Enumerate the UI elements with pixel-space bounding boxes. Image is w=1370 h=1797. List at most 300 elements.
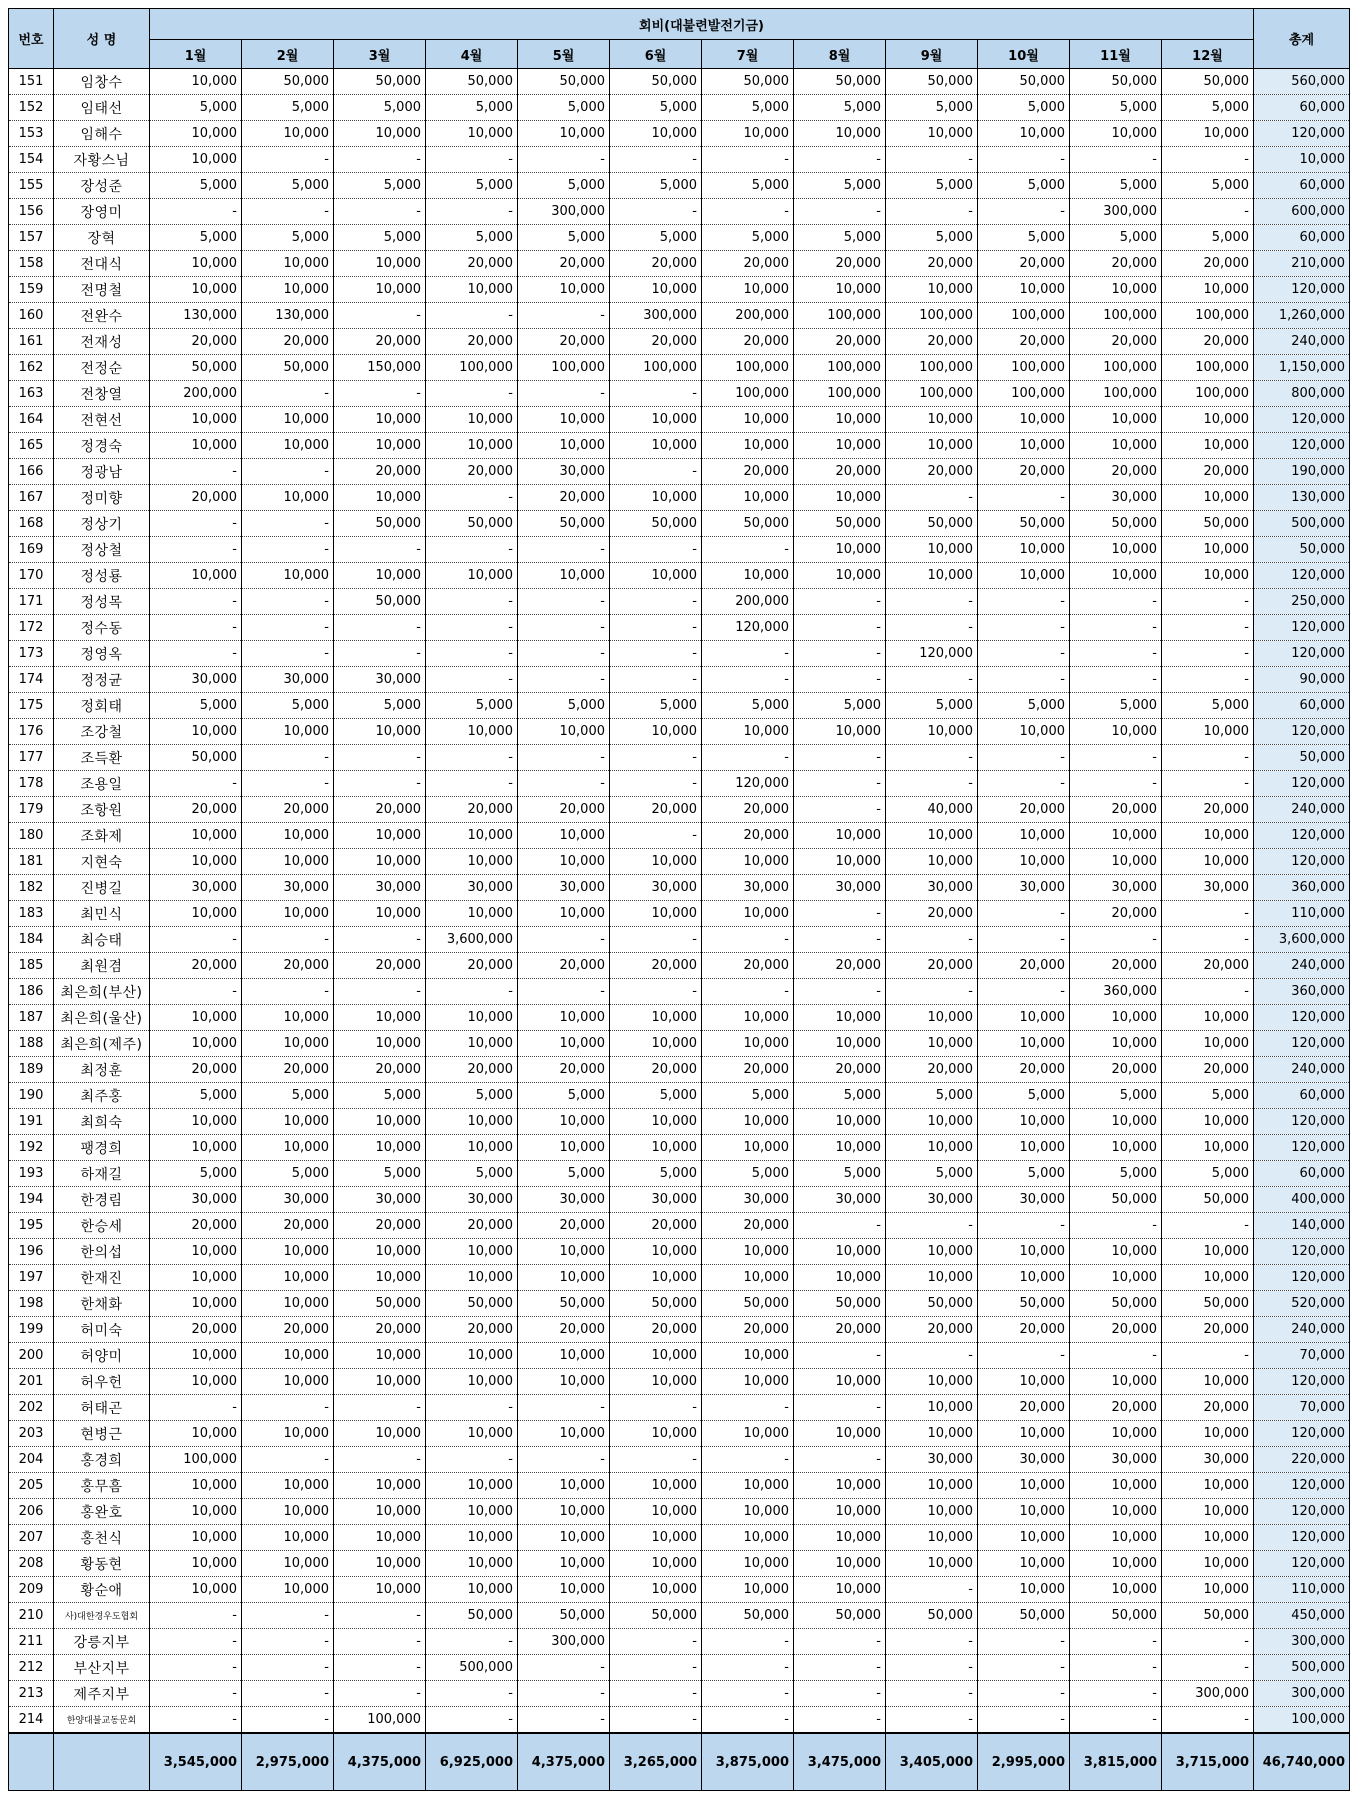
month-amount: 10,000 <box>1162 1135 1254 1161</box>
month-amount: 5,000 <box>1162 173 1254 199</box>
table-row <box>9 641 1350 667</box>
month-amount: - <box>150 1395 242 1421</box>
month-amount: 200,000 <box>150 381 242 407</box>
member-name: 홍경희 <box>54 1447 150 1473</box>
month-amount: 120,000 <box>886 641 978 667</box>
month-amount: 100,000 <box>1162 303 1254 329</box>
month-amount: 20,000 <box>242 953 334 979</box>
row-total: 120,000 <box>1254 849 1350 875</box>
month-amount: 10,000 <box>242 1369 334 1395</box>
month-amount: 10,000 <box>610 1551 702 1577</box>
month-amount: - <box>1070 589 1162 615</box>
month-amount: 10,000 <box>518 1525 610 1551</box>
month-amount: 10,000 <box>702 1265 794 1291</box>
row-number: 176 <box>9 719 54 745</box>
month-amount: 5,000 <box>794 1083 886 1109</box>
month-amount: 10,000 <box>518 1577 610 1603</box>
month-amount: - <box>426 1681 518 1707</box>
month-amount: 20,000 <box>1070 797 1162 823</box>
month-amount: 50,000 <box>334 511 426 537</box>
month-amount: - <box>426 1629 518 1655</box>
month-amount: - <box>702 1395 794 1421</box>
member-name: 한양대불교동문회 <box>54 1707 150 1734</box>
member-name: 전정순 <box>54 355 150 381</box>
row-number: 209 <box>9 1577 54 1603</box>
month-amount: - <box>978 199 1070 225</box>
month-amount: - <box>610 927 702 953</box>
row-total: 60,000 <box>1254 1161 1350 1187</box>
month-amount: - <box>150 1603 242 1629</box>
month-amount: 10,000 <box>1162 1577 1254 1603</box>
member-name: 장성준 <box>54 173 150 199</box>
row-number: 164 <box>9 407 54 433</box>
table-row <box>9 1603 1350 1629</box>
month-amount: 10,000 <box>150 251 242 277</box>
month-amount: - <box>242 745 334 771</box>
row-total: 120,000 <box>1254 1499 1350 1525</box>
row-total: 100,000 <box>1254 1707 1350 1734</box>
month-amount: 10,000 <box>426 433 518 459</box>
month-amount: - <box>702 1447 794 1473</box>
member-name: 최민식 <box>54 901 150 927</box>
table-row <box>9 1083 1350 1109</box>
table-row <box>9 1525 1350 1551</box>
month-amount: 10,000 <box>978 433 1070 459</box>
table-row <box>9 849 1350 875</box>
month-amount: 10,000 <box>1162 1005 1254 1031</box>
row-total: 120,000 <box>1254 433 1350 459</box>
month-amount: 20,000 <box>978 1057 1070 1083</box>
table-row <box>9 693 1350 719</box>
row-number: 212 <box>9 1655 54 1681</box>
month-amount: 10,000 <box>794 1421 886 1447</box>
month-amount: - <box>886 1213 978 1239</box>
month-amount: 30,000 <box>426 875 518 901</box>
member-name: 황순애 <box>54 1577 150 1603</box>
month-amount: - <box>794 1213 886 1239</box>
row-number: 201 <box>9 1369 54 1395</box>
month-amount: - <box>1070 745 1162 771</box>
month-amount: 10,000 <box>610 433 702 459</box>
month-amount: 5,000 <box>886 95 978 121</box>
month-amount: 50,000 <box>794 1603 886 1629</box>
month-amount: - <box>886 147 978 173</box>
row-total: 120,000 <box>1254 1525 1350 1551</box>
table-row <box>9 1343 1350 1369</box>
month-amount: - <box>1162 771 1254 797</box>
header-month: 11월 <box>1070 40 1162 69</box>
month-amount: - <box>978 901 1070 927</box>
table-row <box>9 1265 1350 1291</box>
month-amount: - <box>794 1629 886 1655</box>
month-amount: 20,000 <box>426 459 518 485</box>
member-name: 한재진 <box>54 1265 150 1291</box>
month-amount: 5,000 <box>242 1161 334 1187</box>
month-amount: 100,000 <box>794 381 886 407</box>
month-amount: 10,000 <box>426 1421 518 1447</box>
month-amount: 10,000 <box>242 121 334 147</box>
month-amount: 30,000 <box>702 875 794 901</box>
grand-total: 46,740,000 <box>1254 1733 1350 1791</box>
month-amount: 30,000 <box>1162 1447 1254 1473</box>
month-amount: 10,000 <box>334 1577 426 1603</box>
row-total: 110,000 <box>1254 1577 1350 1603</box>
month-amount: - <box>426 1707 518 1734</box>
month-amount: 100,000 <box>794 355 886 381</box>
row-number: 195 <box>9 1213 54 1239</box>
month-amount: 100,000 <box>978 355 1070 381</box>
table-row <box>9 589 1350 615</box>
row-number: 210 <box>9 1603 54 1629</box>
month-amount: 10,000 <box>1070 563 1162 589</box>
month-amount: - <box>242 147 334 173</box>
month-amount: - <box>426 667 518 693</box>
month-amount: 10,000 <box>242 1005 334 1031</box>
month-amount: 5,000 <box>886 173 978 199</box>
month-amount: 20,000 <box>334 459 426 485</box>
table-header <box>9 9 1350 69</box>
member-name: 한승세 <box>54 1213 150 1239</box>
member-name: 최승태 <box>54 927 150 953</box>
month-amount: 20,000 <box>150 1057 242 1083</box>
month-amount: - <box>1162 1343 1254 1369</box>
month-total: 3,545,000 <box>150 1733 242 1791</box>
month-amount: - <box>334 1447 426 1473</box>
row-number: 202 <box>9 1395 54 1421</box>
month-amount: 10,000 <box>334 1525 426 1551</box>
month-amount: - <box>518 589 610 615</box>
month-amount: 50,000 <box>886 69 978 95</box>
month-amount: 5,000 <box>1162 225 1254 251</box>
month-amount: 20,000 <box>518 251 610 277</box>
table-row <box>9 1369 1350 1395</box>
row-total: 120,000 <box>1254 719 1350 745</box>
member-name: 정상기 <box>54 511 150 537</box>
month-amount: 20,000 <box>610 1317 702 1343</box>
member-name: 전창열 <box>54 381 150 407</box>
month-amount: 10,000 <box>426 563 518 589</box>
row-number: 174 <box>9 667 54 693</box>
month-amount: 50,000 <box>702 511 794 537</box>
month-amount: 20,000 <box>794 1057 886 1083</box>
month-amount: - <box>1070 615 1162 641</box>
month-amount: - <box>334 615 426 641</box>
month-amount: 10,000 <box>334 563 426 589</box>
month-amount: 20,000 <box>1070 459 1162 485</box>
month-amount: 10,000 <box>794 1551 886 1577</box>
month-amount: - <box>702 667 794 693</box>
month-amount: 10,000 <box>242 1291 334 1317</box>
month-total: 2,995,000 <box>978 1733 1070 1791</box>
month-amount: 20,000 <box>886 901 978 927</box>
month-amount: 20,000 <box>978 251 1070 277</box>
month-amount: 5,000 <box>794 95 886 121</box>
month-amount: 5,000 <box>426 225 518 251</box>
month-amount: 30,000 <box>334 1187 426 1213</box>
month-amount: 100,000 <box>1070 381 1162 407</box>
month-amount: 10,000 <box>794 823 886 849</box>
member-name: 정영옥 <box>54 641 150 667</box>
month-amount: - <box>1070 641 1162 667</box>
month-amount: - <box>978 1343 1070 1369</box>
month-amount: 20,000 <box>610 1057 702 1083</box>
month-amount: 5,000 <box>610 173 702 199</box>
month-total: 3,875,000 <box>702 1733 794 1791</box>
month-amount: 10,000 <box>1162 849 1254 875</box>
month-amount: - <box>978 667 1070 693</box>
month-amount: 10,000 <box>610 485 702 511</box>
month-amount: 10,000 <box>978 1551 1070 1577</box>
row-number: 200 <box>9 1343 54 1369</box>
month-amount: - <box>426 641 518 667</box>
month-amount: 10,000 <box>1070 1499 1162 1525</box>
month-amount: 5,000 <box>334 693 426 719</box>
month-amount: 20,000 <box>610 251 702 277</box>
row-total: 70,000 <box>1254 1343 1350 1369</box>
month-amount: 10,000 <box>150 901 242 927</box>
month-amount: - <box>242 1603 334 1629</box>
table-row <box>9 1499 1350 1525</box>
month-amount: 10,000 <box>1070 823 1162 849</box>
month-amount: 10,000 <box>150 1577 242 1603</box>
month-amount: 5,000 <box>1162 1161 1254 1187</box>
month-amount: 20,000 <box>610 953 702 979</box>
month-amount: - <box>426 1447 518 1473</box>
month-amount: 20,000 <box>150 329 242 355</box>
month-amount: 10,000 <box>1070 1265 1162 1291</box>
month-amount: 10,000 <box>334 719 426 745</box>
month-amount: 10,000 <box>610 1265 702 1291</box>
month-amount: 10,000 <box>886 1135 978 1161</box>
month-amount: 30,000 <box>334 875 426 901</box>
month-amount: - <box>242 979 334 1005</box>
month-amount: 10,000 <box>978 121 1070 147</box>
month-amount: 10,000 <box>702 1005 794 1031</box>
month-amount: 5,000 <box>978 1161 1070 1187</box>
month-amount: 10,000 <box>1070 1473 1162 1499</box>
month-amount: - <box>886 485 978 511</box>
month-amount: 100,000 <box>886 381 978 407</box>
month-amount: 30,000 <box>886 875 978 901</box>
member-name: 자황스님 <box>54 147 150 173</box>
table-row <box>9 667 1350 693</box>
month-amount: 10,000 <box>426 1109 518 1135</box>
row-total: 1,260,000 <box>1254 303 1350 329</box>
month-amount: 10,000 <box>1070 537 1162 563</box>
month-amount: 10,000 <box>702 901 794 927</box>
month-amount: 5,000 <box>518 173 610 199</box>
table-row <box>9 147 1350 173</box>
month-amount: 10,000 <box>794 1499 886 1525</box>
month-amount: 10,000 <box>702 1577 794 1603</box>
month-amount: 10,000 <box>518 1369 610 1395</box>
member-name: 조용일 <box>54 771 150 797</box>
month-amount: - <box>886 667 978 693</box>
month-amount: 50,000 <box>1162 1187 1254 1213</box>
month-amount: 10,000 <box>150 1421 242 1447</box>
table-row <box>9 1239 1350 1265</box>
row-number: 194 <box>9 1187 54 1213</box>
month-amount: 20,000 <box>150 1213 242 1239</box>
row-number: 163 <box>9 381 54 407</box>
header-month: 2월 <box>242 40 334 69</box>
month-amount: - <box>1162 667 1254 693</box>
month-amount: 10,000 <box>610 1109 702 1135</box>
member-name: 한경림 <box>54 1187 150 1213</box>
month-amount: - <box>794 1447 886 1473</box>
month-amount: 10,000 <box>518 1109 610 1135</box>
month-amount: - <box>886 979 978 1005</box>
month-amount: 5,000 <box>886 1161 978 1187</box>
month-amount: 500,000 <box>426 1655 518 1681</box>
member-name: 정수동 <box>54 615 150 641</box>
month-amount: 10,000 <box>334 485 426 511</box>
month-amount: 10,000 <box>978 563 1070 589</box>
dues-table <box>8 8 1350 1791</box>
month-amount: 20,000 <box>1070 901 1162 927</box>
month-amount: 20,000 <box>610 797 702 823</box>
month-amount: 130,000 <box>150 303 242 329</box>
month-amount: - <box>610 147 702 173</box>
month-amount: 10,000 <box>1070 719 1162 745</box>
table-row <box>9 1629 1350 1655</box>
month-total: 4,375,000 <box>518 1733 610 1791</box>
month-amount: - <box>1070 1707 1162 1734</box>
month-amount: 100,000 <box>518 355 610 381</box>
month-amount: 30,000 <box>1070 1447 1162 1473</box>
month-amount: - <box>150 199 242 225</box>
member-name: 사)대한경우도협회 <box>54 1603 150 1629</box>
month-amount: 5,000 <box>886 693 978 719</box>
month-amount: - <box>334 1395 426 1421</box>
month-amount: 10,000 <box>1070 1135 1162 1161</box>
spreadsheet <box>8 8 1350 1791</box>
month-amount: 20,000 <box>518 485 610 511</box>
row-total: 240,000 <box>1254 1317 1350 1343</box>
month-amount: 50,000 <box>426 69 518 95</box>
month-amount: 10,000 <box>1162 121 1254 147</box>
month-amount: 50,000 <box>518 1291 610 1317</box>
month-amount: 10,000 <box>794 1109 886 1135</box>
month-amount: 10,000 <box>334 407 426 433</box>
member-name: 최은희(제주) <box>54 1031 150 1057</box>
month-amount: - <box>242 381 334 407</box>
month-amount: - <box>702 1707 794 1734</box>
header-month: 1월 <box>150 40 242 69</box>
row-total: 130,000 <box>1254 485 1350 511</box>
month-amount: - <box>426 303 518 329</box>
month-amount: 10,000 <box>702 1499 794 1525</box>
month-amount: 5,000 <box>518 693 610 719</box>
header-month: 4월 <box>426 40 518 69</box>
month-amount: 20,000 <box>702 459 794 485</box>
month-amount: 10,000 <box>334 433 426 459</box>
month-amount: 10,000 <box>794 537 886 563</box>
table-row <box>9 1681 1350 1707</box>
month-amount: 20,000 <box>1070 1395 1162 1421</box>
header-month: 8월 <box>794 40 886 69</box>
month-amount: 10,000 <box>702 1109 794 1135</box>
month-amount: 10,000 <box>886 1499 978 1525</box>
month-amount: 10,000 <box>518 433 610 459</box>
month-amount: 20,000 <box>886 953 978 979</box>
month-amount: 10,000 <box>886 1421 978 1447</box>
row-total: 50,000 <box>1254 745 1350 771</box>
table-row <box>9 95 1350 121</box>
month-amount: 10,000 <box>150 121 242 147</box>
table-row <box>9 355 1350 381</box>
table-row <box>9 927 1350 953</box>
month-amount: - <box>334 381 426 407</box>
month-amount: 10,000 <box>426 1473 518 1499</box>
row-total: 1,150,000 <box>1254 355 1350 381</box>
row-total: 90,000 <box>1254 667 1350 693</box>
row-number: 154 <box>9 147 54 173</box>
month-amount: 10,000 <box>794 563 886 589</box>
month-amount: 10,000 <box>794 277 886 303</box>
month-amount: 30,000 <box>150 667 242 693</box>
month-amount: 20,000 <box>610 1213 702 1239</box>
month-amount: - <box>610 979 702 1005</box>
totals-row <box>9 1733 1350 1791</box>
month-amount: 50,000 <box>426 511 518 537</box>
month-amount: - <box>242 1629 334 1655</box>
month-amount: 10,000 <box>242 433 334 459</box>
month-amount: 10,000 <box>518 407 610 433</box>
table-row <box>9 173 1350 199</box>
month-amount: 10,000 <box>1070 1005 1162 1031</box>
month-amount: 10,000 <box>334 1109 426 1135</box>
month-amount: - <box>702 1655 794 1681</box>
month-amount: 10,000 <box>334 1031 426 1057</box>
month-amount: 20,000 <box>886 1317 978 1343</box>
month-amount: 100,000 <box>610 355 702 381</box>
month-amount: 50,000 <box>1070 511 1162 537</box>
month-amount: 20,000 <box>1162 251 1254 277</box>
row-total: 120,000 <box>1254 1109 1350 1135</box>
month-amount: 50,000 <box>518 69 610 95</box>
table-row <box>9 953 1350 979</box>
month-amount: - <box>518 641 610 667</box>
month-amount: 10,000 <box>1070 433 1162 459</box>
month-amount: 20,000 <box>1070 1057 1162 1083</box>
month-amount: 10,000 <box>702 1135 794 1161</box>
month-amount: 5,000 <box>150 1161 242 1187</box>
month-amount: - <box>334 1681 426 1707</box>
row-number: 181 <box>9 849 54 875</box>
month-amount: 30,000 <box>518 459 610 485</box>
month-amount: 20,000 <box>1070 953 1162 979</box>
month-amount: 5,000 <box>334 95 426 121</box>
month-amount: 50,000 <box>242 355 334 381</box>
month-amount: - <box>794 1707 886 1734</box>
month-amount: - <box>1070 1213 1162 1239</box>
month-amount: 10,000 <box>978 277 1070 303</box>
month-amount: 10,000 <box>886 1395 978 1421</box>
month-amount: 10,000 <box>150 1109 242 1135</box>
month-amount: - <box>426 615 518 641</box>
month-amount: - <box>242 1655 334 1681</box>
month-amount: 10,000 <box>610 901 702 927</box>
row-total: 120,000 <box>1254 1135 1350 1161</box>
month-amount: 10,000 <box>1070 277 1162 303</box>
month-amount: 100,000 <box>334 1707 426 1734</box>
table-row <box>9 1707 1350 1734</box>
month-amount: 10,000 <box>794 433 886 459</box>
month-amount: 10,000 <box>518 849 610 875</box>
month-amount: 10,000 <box>886 121 978 147</box>
month-amount: 50,000 <box>1070 69 1162 95</box>
